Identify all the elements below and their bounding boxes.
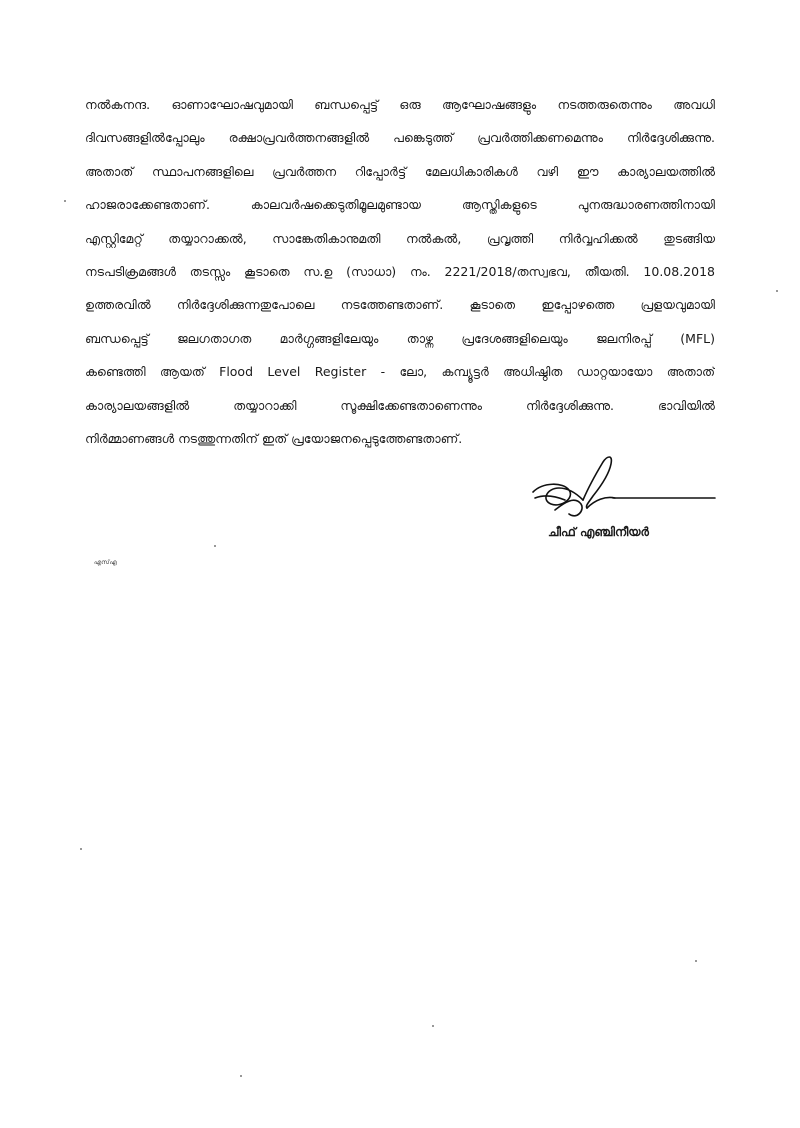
letter-line-3: അതാത് സ്ഥാപനങ്ങളിലെ പ്രവർത്തന റിപ്പോർട്ട് മേലധികാരികൾ വഴി ഈ കാര്യാലയത്തിൽ	[85, 163, 715, 179]
paper-speck	[214, 545, 216, 547]
letter-line-2: ദിവസങ്ങളിൽപ്പോലും രക്ഷാപ്രവർത്തനങ്ങളിൽ പങ്കെടുത്ത് പ്രവർത്തിക്കണമെന്നും നിർദ്ദേശിക്കുന്നു.	[85, 130, 715, 146]
handwritten-signature	[525, 448, 725, 528]
letter-line-11: നിർമ്മാണങ്ങൾ നടത്തുന്നതിന് ഇത് പ്രയോജനപ്പെടുത്തേണ്ടതാണ്.	[85, 430, 463, 446]
letter-line-6: നടപടിക്രമങ്ങൾ തടസ്സം കൂടാതെ സ.ഉ (സാധാ) നം. 2221/2018/തസ്വഭവ, തീയതി. 10.08.2018	[85, 263, 715, 279]
letter-line-5: എസ്റ്റിമേറ്റ് തയ്യാറാക്കൽ, സാങ്കേതികാനുമതി നൽകൽ, പ്രവൃത്തി നിർവ്വഹിക്കൽ തുടങ്ങിയ	[85, 230, 715, 246]
letter-line-1: നൽകനന്ദ. ഓണാഘോഷവുമായി ബന്ധപ്പെട്ട് ഒരു ആഘോഷങ്ങളും നടത്തരുതെന്നും അവധി	[85, 97, 715, 112]
reference-initials: എസ്എ	[94, 559, 117, 566]
letter-line-9: കണ്ടെത്തി ആയത് Flood Level Register - ലോ, കമ്പ്യൂട്ടർ അധിഷ്ഠിത ഡാറ്റയായോ അതാത്	[85, 364, 715, 380]
paper-speck	[64, 200, 66, 202]
letter-line-4: ഹാജരാക്കേണ്ടതാണ്. കാലവർഷക്കെടുതിമൂലമുണ്ടായ ആസ്തികളുടെ പുനരുദ്ധാരണത്തിനായി	[85, 197, 715, 213]
paper-speck	[432, 1025, 434, 1027]
paper-speck	[80, 848, 82, 850]
letter-body	[85, 88, 715, 455]
letter-line-10: കാര്യാലയങ്ങളിൽ തയ്യാറാക്കി സൂക്ഷിക്കേണ്ടതാണെന്നും നിർദ്ദേശിക്കുന്നു. ഭാവിയിൽ	[85, 397, 715, 413]
paper-speck	[695, 960, 697, 962]
letter-line-7: ഉത്തരവിൽ നിർദ്ദേശിക്കുന്നതുപോലെ നടത്തേണ്ടതാണ്. കൂടാതെ ഇപ്പോഴത്തെ പ്രളയവുമായി	[85, 297, 715, 313]
signatory-designation: ചീഫ് എഞ്ചിനീയർ	[548, 525, 649, 539]
paper-speck	[240, 1075, 242, 1077]
paper-speck	[776, 290, 778, 292]
letter-line-8: ബന്ധപ്പെട്ട് ജലഗതാഗത മാർഗ്ഗങ്ങളിലേയും താഴ്ന്ന പ്രദേശങ്ങളിലെയും ജലനിരപ്പ് (MFL)	[85, 330, 715, 346]
